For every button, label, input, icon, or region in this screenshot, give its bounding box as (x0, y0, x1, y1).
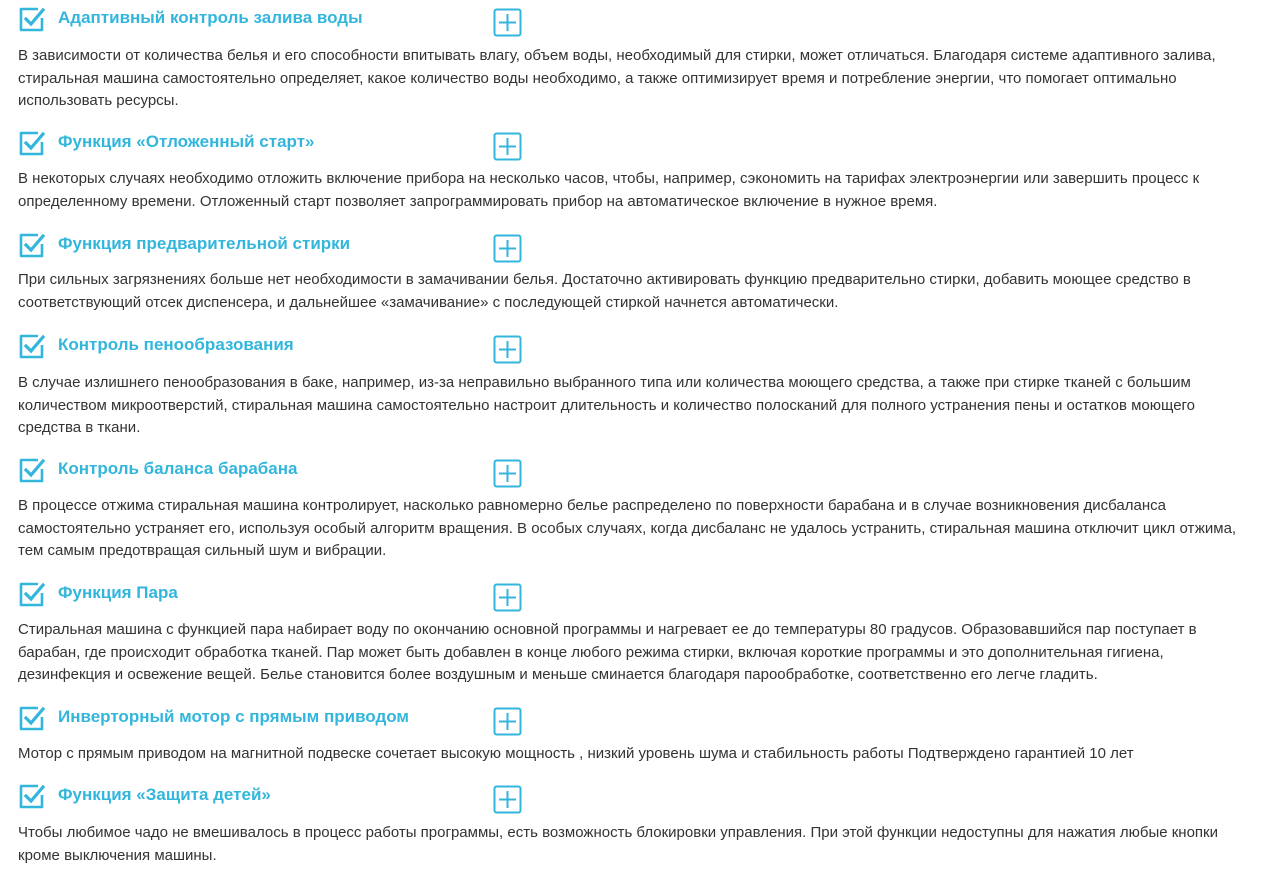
feature-item (0, 703, 1269, 762)
feature-description: В некоторых случаях необходимо отложить включение прибора на несколько часов, чтобы, например, сэкономить на тарифах электроэнергии или завершить процесс к определенному времени. Отложенный старт позволяет запрограммировать прибор на автоматическое включение в нужное время. (18, 170, 1200, 210)
feature-item (0, 455, 1269, 559)
checkbox-checked-icon (18, 457, 45, 484)
feature-item (0, 579, 1269, 683)
feature-title: Функция предварительной стирки (58, 234, 351, 253)
feature-header (0, 781, 1269, 811)
expand-plus-icon[interactable] (493, 459, 522, 488)
feature-description: Мотор с прямым приводом на магнитной подвеске сочетает высокую мощность , низкий уровень шума и стабильность работы Подтверждено гарантией 10 лет (18, 745, 1134, 762)
feature-title: Адаптивный контроль залива воды (58, 8, 363, 27)
feature-description: При сильных загрязнениях больше нет необходимости в замачивании белья. Достаточно активировать функцию предварительно стирки, добавить моющее средство в соответствующий отсек диспенсера, и дальнейшее «замачивание» с последующей стиркой начнется автоматически. (18, 271, 1191, 311)
feature-header (0, 230, 1269, 260)
feature-header (0, 331, 1269, 361)
feature-title: Функция «Защита детей» (58, 785, 271, 804)
feature-description: Стиральная машина с функцией пара набирает воду по окончанию основной программы и нагревает ее до температуры 80 градусов. Образовавшийся пар поступает в барабан, где происходит обработка тканей. Пар может быть добавлен в конце любого режима стирки, включая короткие программы и это дополнительная гигиена, дезинфекция и освежение вещей. Белье становится более воздушным и меньше сминается благодаря парообработке, соответственно его легче гладить. (18, 621, 1197, 683)
feature-header (0, 703, 1269, 733)
checkbox-checked-icon (18, 6, 45, 33)
feature-title: Контроль пенообразования (58, 335, 294, 354)
checkbox-checked-icon (18, 333, 45, 360)
feature-item (0, 128, 1269, 210)
feature-title: Инверторный мотор с прямым приводом (58, 707, 409, 726)
feature-description: Чтобы любимое чадо не вмешивалось в процесс работы программы, есть возможность блокировки управления. При этой функции недоступны для нажатия любые кнопки кроме выключения машины. (18, 824, 1218, 864)
feature-item (0, 4, 1269, 109)
feature-title: Функция Пара (58, 583, 178, 602)
checkbox-checked-icon (18, 783, 45, 810)
feature-header (0, 4, 1269, 34)
feature-title: Функция «Отложенный старт» (58, 132, 315, 151)
feature-header (0, 579, 1269, 609)
expand-plus-icon[interactable] (493, 335, 522, 364)
feature-item (0, 331, 1269, 436)
checkbox-checked-icon (18, 232, 45, 259)
feature-item (0, 781, 1269, 864)
feature-header (0, 128, 1269, 158)
expand-plus-icon[interactable] (493, 707, 522, 736)
feature-description: В зависимости от количества белья и его способности впитывать влагу, объем воды, необходимый для стирки, может отличаться. Благодаря системе адаптивного залива, стиральная машина самостоятельно определяет, какое количество воды необходимо, а также оптимизирует время и потребление энергии, что помогает оптимально использовать ресурсы. (18, 47, 1216, 109)
checkbox-checked-icon (18, 130, 45, 157)
feature-description: В случае излишнего пенообразования в баке, например, из-за неправильно выбранного типа или количества моющего средства, а также при стирке тканей с большим количеством микроотверстий, стиральная машина самостоятельно настроит длительность и количество полосканий для полного устранения пены и остатков моющего средства в ткани. (18, 374, 1196, 436)
checkbox-checked-icon (18, 705, 45, 732)
feature-header (0, 455, 1269, 485)
expand-plus-icon[interactable] (493, 583, 522, 612)
feature-description: В процессе отжима стиральная машина контролирует, насколько равномерно белье распределено по поверхности барабана и в случае возникновения дисбаланса самостоятельно устраняет его, используя особый алгоритм вращения. В особых случаях, когда дисбаланс не удалось устранить, стиральная машина отключит цикл отжима, тем самым предотвращая сильный шум и вибрации. (18, 497, 1237, 559)
checkbox-checked-icon (18, 581, 45, 608)
expand-plus-icon[interactable] (493, 234, 522, 263)
expand-plus-icon[interactable] (493, 8, 522, 37)
feature-item (0, 230, 1269, 311)
feature-title: Контроль баланса барабана (58, 459, 298, 478)
expand-plus-icon[interactable] (493, 785, 522, 814)
expand-plus-icon[interactable] (493, 132, 522, 161)
